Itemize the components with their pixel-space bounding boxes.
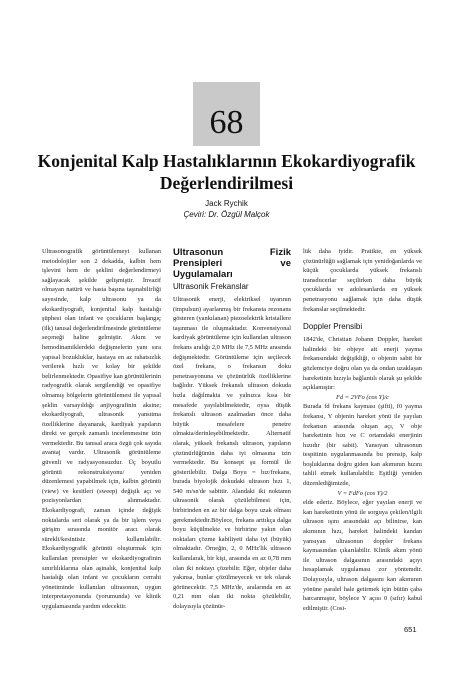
doppler-paragraph-3: elde ederiz. Böylece, eğer yayılan enerji ve kan hareketinin yönü ile sorguya çekilen/ilgili ultrason ışını arasındaki açı bilinirse, kan akımının hızı, hareket halindeki kandan yansıyan ultrasonun doppler frekans kaymasından çıkarılabilir. Klinik akım yönü ile ultrason dalgasının arasındaki açıyı hesaplamak uygulaması zor yöntemdir. Dolayısıyla, ultrason dalgasını kan akımının yönüne paralel hale getirmek için bütün çaba harcanmıştır, böylece Y açısı 0 (sıfır) kabul edilmiştir. (Cosi-: [303, 499, 422, 612]
chapter-number: 68: [209, 104, 244, 141]
author: Jack Rychik: [205, 199, 248, 208]
page-number: 651: [404, 625, 417, 634]
doppler-equation-2: V = FdFo (cos Y)/2: [337, 489, 388, 497]
frequencies-paragraph-continued: lük daha iyidir. Pratikte, en yüksek çözünürlüğü sağlamak için yenidoğanlarda ve küçük çocuklarda yüksek frekanslı transducerlar seçilirken daha büyük çocuklarda ve adolesanlarda en yüksek penetrasyonu sağlamak için daha düşük frekanslar seçilmektedir.: [303, 248, 422, 313]
subsection-heading-doppler: Doppler Prensibi: [303, 322, 363, 332]
section-heading: Ultrasonun Fizik Prensipleri ve Uygulamaları: [173, 247, 291, 280]
intro-paragraph: Ultrasonografik görüntülemeyi kullanan metodolojiler son 2 dekadda, kalbin hem işlevini hem de şeklini değerlendirmeyi sağlayacak şekilde gelişmiştir. İnvazif olmayan natürü ve hasta başına taşınabilirliği sayesinde, kalp ultrasonu ya da ekokardiyografi, konjenital kalp hastalığı şüphesi olan infant ve çocukların başlangıç (ilk) tanısal değerlendirilmesinde görüntüleme seçeneği haline gelmiştir. Akım ve hemodinamiklerdeki değişmelerin yanı sıra yapısal bozukluklar, hastaya en az rahatsızlık verilerek hızlı ve kolay bir şekilde belirlenmektedir. Opasifiye kan görüntülerinin radyografik olarak sergilendiği ve opasifiye olmamış bölgelerin görüntülemesi ile yapısal şeklin varsayıldığı anjiyografinin aksine; ekokardiyografi, ultrasonik yansıtma özelliklerine dayanarak, kardiyak yapıların direkt ve gerçek zamanlı incelenmesine izin vermektedir. Bu tanısal araca özgü çok sayıda avantaj vardır. Ultrasonik görüntüleme güvenli ve radyasyonsuzdur. Üç boyutlu görüntü rekonstruksiyonu/ yeniden düzenlemesi yapabilmek için, kalbin görüntü (view) ve kesitleri (sweep) değişik açı ve pozisyonlardan alınmaktadır. Ekokardiyografi, zaman içinde değişik noktalarda seri olarak ya da bir işlem veya girişim sırasında monitör aracı olarak sürekli/kesintisiz kullanılabilir. Ekokardiyografik görüntü oluşturmak için kullanılan prensipler ve ekokardiyografinin sınırlılıklarına olan aşinalık, konjenital kalp hastalığı olan infant ve çocukların cerrahi yönetiminde kullanılan ultrasonun, uygun interpretasyonunda (yorumunda) ve klinik uygulamasında yardım edecektir.: [42, 248, 161, 610]
column-1: [42, 247, 161, 612]
chapter-title: Konjenital Kalp Hastalıklarının Ekokardiyografik Değerlendirilmesi: [37, 151, 416, 193]
doppler-equation-1: Fd = 2VFo (cos Y)/c: [336, 393, 389, 401]
column-3: [303, 247, 422, 613]
column-2: [173, 247, 291, 612]
translator: Çeviri: Dr. Özgül Malçok: [183, 210, 270, 219]
doppler-paragraph-1: 1842'de, Christian Johann Doppler, hareket halindeki bir objeye ait enerji yayma frekansındaki değişikliği, o objenin sabit bir gözlemciye doğru olan ya da ondan uzaklaşan hareketinin hızıyla bağlantılı olarak şu şekilde açıklamıştır:: [303, 336, 422, 392]
frequencies-paragraph: Ultrasonik enerji, elektriksel uyarının (impulsun) ayarlanmış bir frekansta rezonans gösteren (yankılanan) piezoelektrik kristallere taşınması ile oluşmaktadır. Konvensiyonal kardiyak görüntüleme için kullanılan ultrason frekans aralığı 2,0 MHz ile 7,5 MHz arasında değişmektedir. Görüntüleme için seçilecek özel frekans, o frekansın doku penetrasyonuna ve çözünürlük özelliklerine bağlıdır. Yüksek frekanslı ultrason dokuda hızla dağılmakta ve yalnızca kısa bir mesafede yayılabilmektedir, oysa düşük frekanslı ultrason azalmadan önce daha büyük mesafelere penetre olmakta/derinleşebilmektedir. Alternatif olarak, yüksek frekanslı ultrason, yapıların çözünürlüğünün daha iyi olmasına izin vermektedir. Bu konsept şu formül ile gösterilebilir. Dalga Boyu = hız/frekans, burada biyolojik dokudaki ultrason hızı 1, 540 m/sn'de sabittir. Alandaki iki noktanın ultrasonik olarak çözülebilmesi için, birbirinden en az bir dalga boyu uzak olması gerekmektedir.Böylece, frekans arttıkça dalga boyu küçülmekte ve birbirine yakın olan noktaları çözme kabiliyeti daha iyi (büyük) olmaktadır. Örneğin, 2, 0 MHz'lik ultrason kullanılarak, bir kişi, arasında en az 0,78 mm olan iki noktayı çözebilir. Eğer, objeler daha yakınsa, bunlar çözülmeyecek ve tek olarak görünecektir. 7,5 MHz'de, aralarında en az 0,21 mm olan iki nokta çözülebilir, dolayısıyla çözünür-: [173, 296, 291, 610]
subsection-heading-frequencies: Ultrasonik Frekanslar: [173, 282, 249, 291]
doppler-paragraph-2: Burada fd frekans kayması (şifti), f0 yayma frekansı, Y objenin hareket yönü ile yayılan frekansın arasında oluşan açı, V obje hareketinin hızı ve C ortamdaki enerjinin hızıdır (bir sabit). Yansıyan ultrasonun tespitinin uygulanmasında bu prensip, kalp boşluklarına doğru giden kan akımının hızını tahlil etmek kullanılabilir. Eşitliği yeniden düzenlediğimizde,: [303, 403, 422, 488]
chapter-number-box: [193, 82, 260, 146]
